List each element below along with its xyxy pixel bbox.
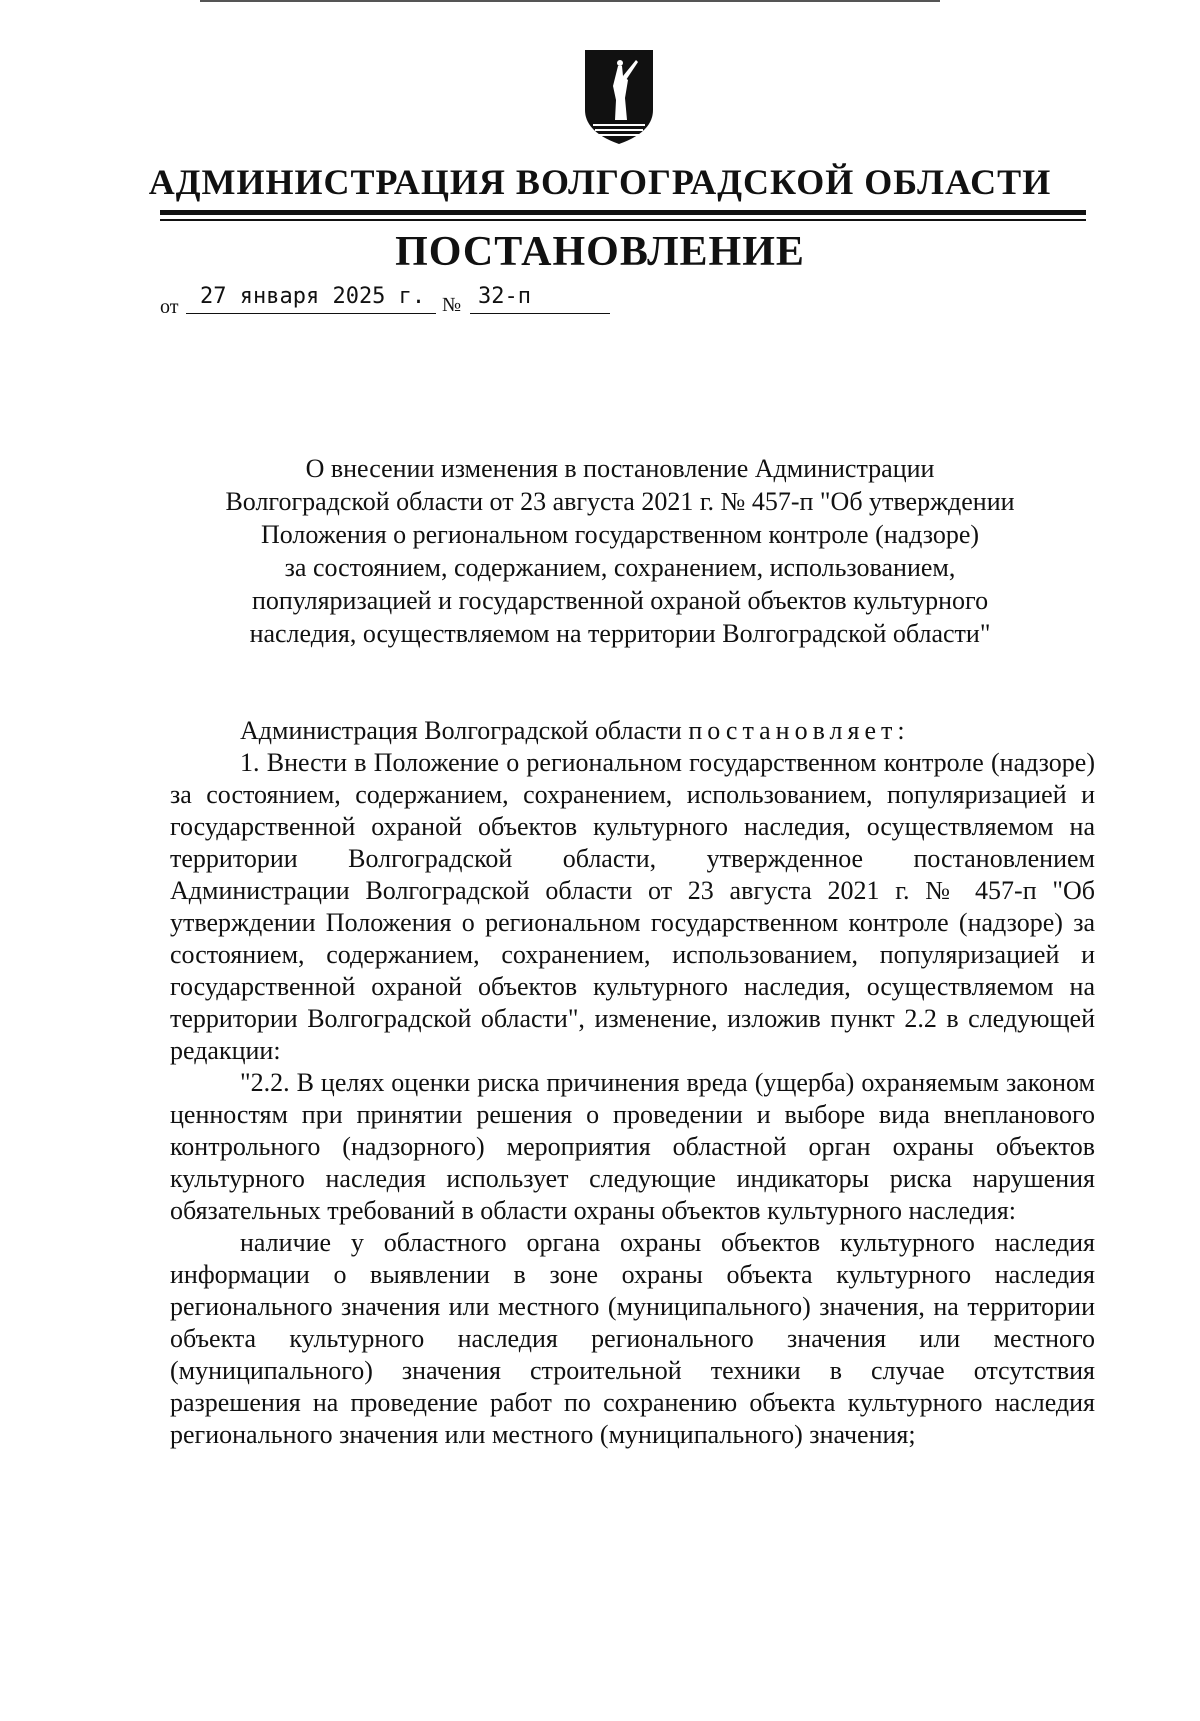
header-rule-thick	[160, 210, 1086, 215]
volgograd-coat-of-arms-icon	[581, 48, 657, 148]
paragraph: "2.2. В целях оценки риска причинения вреда (ущерба) охраняемым законом ценностям при принятии решения о проведении и выборе вида внепланового контрольного (надзорного) мероприятия областной орган охраны объектов культурного наследия использует следующие индикаторы риска нарушения обязательных требований в области охраны объектов культурного наследия:	[170, 1068, 1095, 1225]
date-label: от	[160, 296, 179, 318]
title-line: Положения о региональном государственном контроле (надзоре)	[260, 520, 980, 549]
preamble-verb: постановляет:	[688, 716, 910, 745]
title-line: Волгоградской области от 23 августа 2021 г. № 457-п "Об утверждении	[225, 487, 1015, 516]
document-number: 32-п	[470, 280, 610, 314]
paragraph: 1. Внести в Положение о региональном государственном контроле (надзоре) за состоянием, содержанием, сохранением, использованием, популяризацией и государственной охраной объектов культурного наследия, осуществляемом на территории Волгоградской области, утвержденное постановлением Администрации Волгоградской области от 23 августа 2021 г. № 457-п "Об утверждении Положения о региональном государственном контроле (надзоре) за состоянием, содержанием, сохранением, использованием, популяризацией и государственной охраной объектов культурного наследия, осуществляемом на территории Волгоградской области", изменение, изложив пункт 2.2 в следующей редакции:	[170, 748, 1095, 1065]
paragraph: наличие у областного органа охраны объектов культурного наследия информации о выявлении в зоне охраны объекта культурного наследия регионального значения или местного (муниципального) значения, на территории объекта культурного наследия регионального значения или местного (муниципального) значения строительной техники в случае отсутствия разрешения на проведение работ по сохранению объекта культурного наследия регионального значения или местного (муниципального) значения;	[170, 1228, 1095, 1449]
document-type: ПОСТАНОВЛЕНИЕ	[395, 229, 805, 275]
title-line: за состоянием, содержанием, сохранением, использованием,	[284, 553, 956, 582]
document-title	[170, 452, 1070, 650]
document-date: 27 января 2025 г.	[186, 280, 436, 314]
title-line: наследия, осуществляемом на территории Волгоградской области"	[249, 619, 991, 648]
title-line: популяризацией и государственной охраной объектов культурного	[251, 586, 989, 615]
header-rule-thin	[160, 219, 1086, 221]
document-body	[170, 715, 1095, 1451]
scan-top-edge	[200, 0, 940, 2]
preamble-subject: Администрация Волгоградской области	[240, 716, 682, 745]
organization-name: АДМИНИСТРАЦИЯ ВОЛГОГРАДСКОЙ ОБЛАСТИ	[148, 162, 1052, 202]
preamble	[170, 715, 1095, 747]
number-label: №	[442, 294, 462, 316]
title-line: О внесении изменения в постановление Администрации	[305, 454, 935, 483]
